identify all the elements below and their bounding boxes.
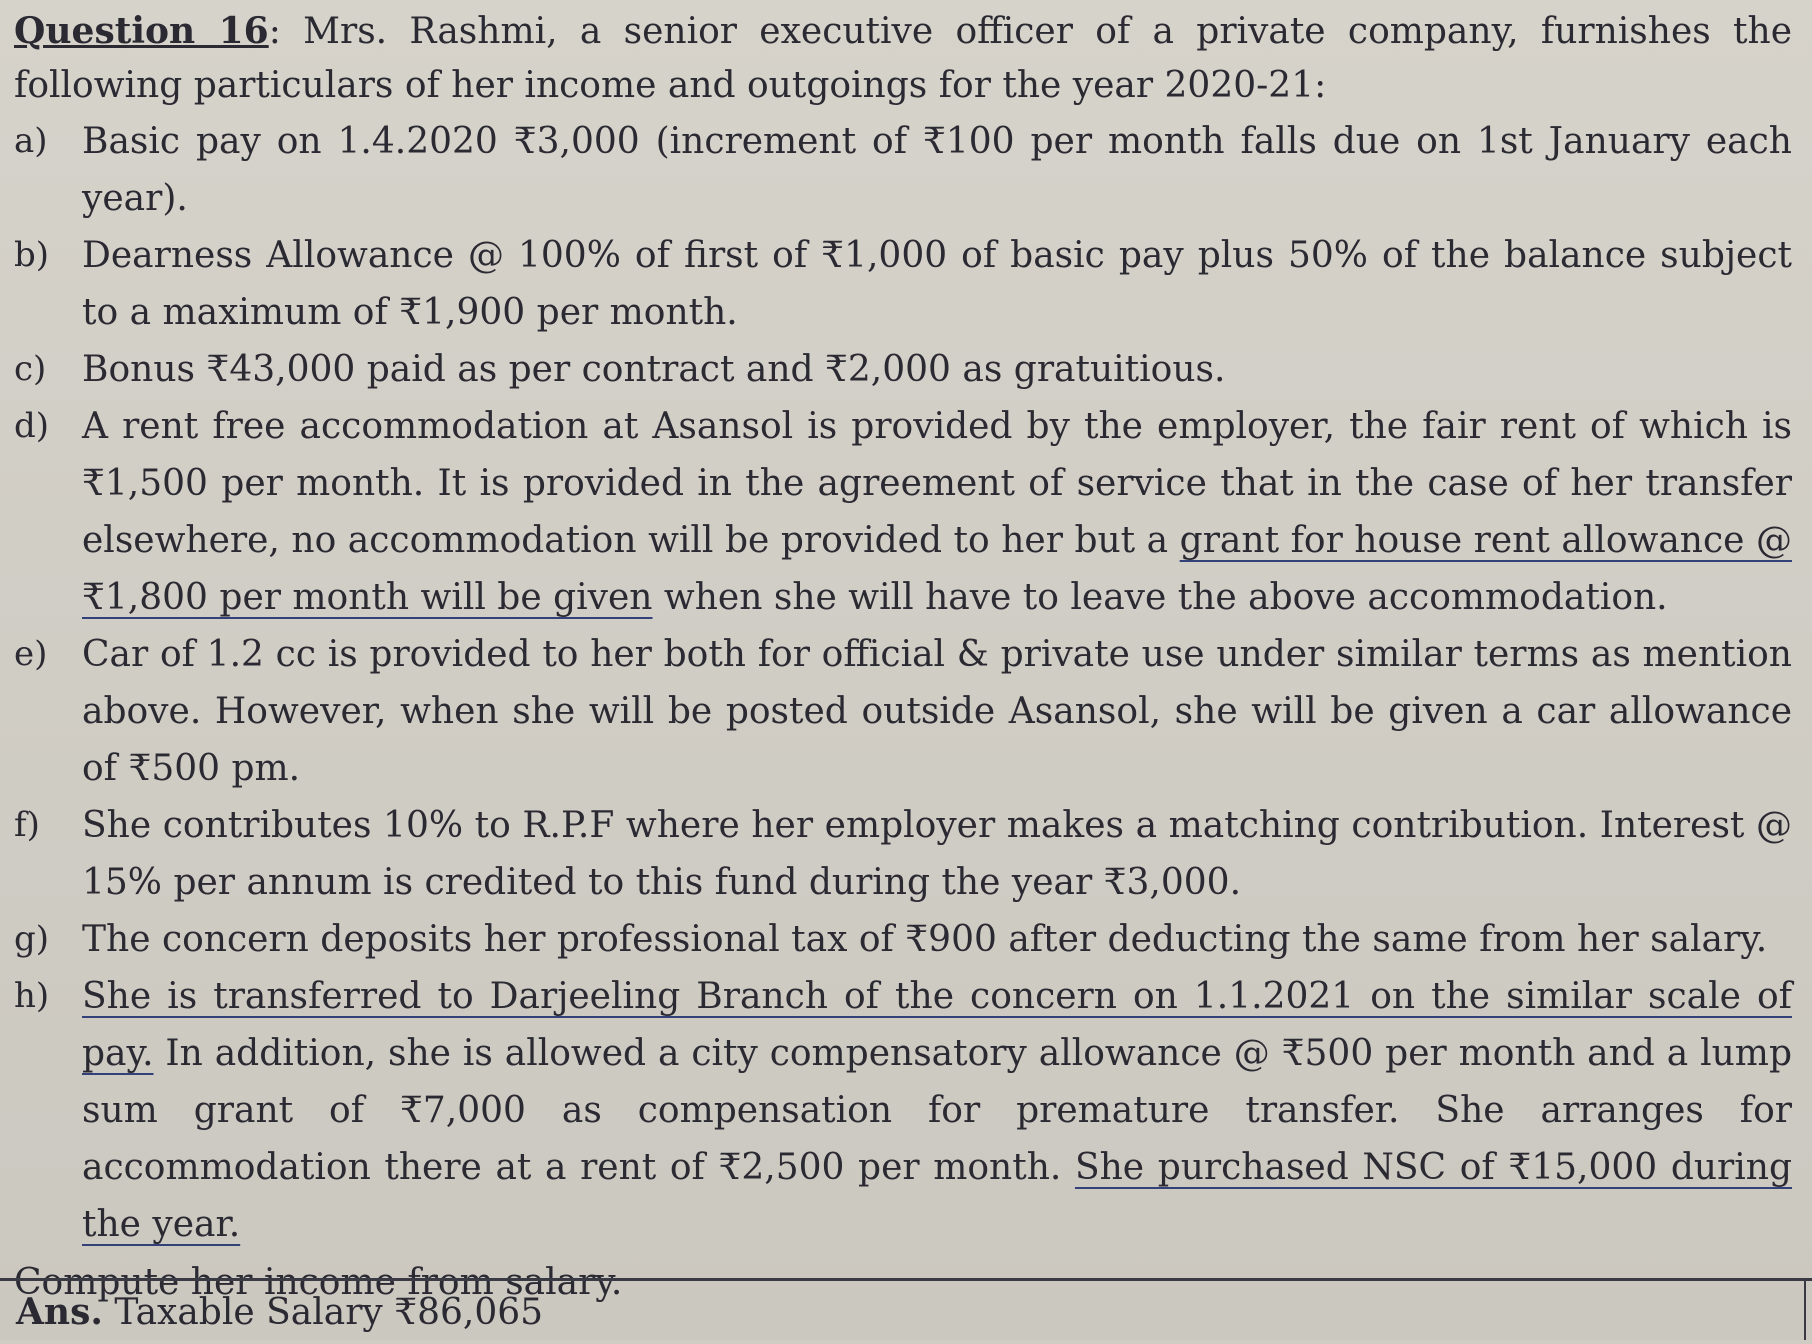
underlined-text: She is transferred to Darjeeling Branch of the concern on 1.1.2021 on the similar scale of pay. <box>82 976 1792 1074</box>
particulars-list <box>14 113 1792 1253</box>
item-label: b) <box>14 235 50 275</box>
answer-divider <box>1804 1278 1806 1340</box>
item-text: The concern deposits her professional tax of ₹900 after deducting the same from her salary. <box>82 919 1768 960</box>
item-text: Bonus ₹43,000 paid as per contract and ₹2,000 as gratuitious. <box>82 349 1226 390</box>
item-text: Car of 1.2 cc is provided to her both for official & private use under similar terms as mention above. However, when she will be posted outside Asansol, she will be given a car allowance of ₹500 pm. <box>82 634 1792 789</box>
item-text: A rent free accommodation at Asansol is provided by the employer, the fair rent of which is ₹1,500 per month. It is provided in the agreement of service that in the case of her transfer elsewhere, no accommodation will be provided to her but a <box>82 406 1792 561</box>
item-text: when she will have to leave the above accommodation. <box>652 577 1668 618</box>
list-item <box>14 398 1792 626</box>
list-item <box>14 968 1792 1253</box>
compute-instruction: Compute her income from salary. <box>14 1262 623 1303</box>
question-intro: : Mrs. Rashmi, a senior executive officer of a private company, furnishes the following particulars of her income and outgoings for the year 2020-21: <box>14 11 1792 106</box>
item-text: She contributes 10% to R.P.F where her employer makes a matching contribution. Interest @ 15% per annum is credited to this fund during the year ₹3,000. <box>82 805 1792 903</box>
item-text: Dearness Allowance @ 100% of first of ₹1,000 of basic pay plus 50% of the balance subject to a maximum of ₹1,900 per month. <box>82 235 1792 333</box>
list-item <box>14 227 1792 341</box>
answer-label: Ans. <box>16 1291 103 1333</box>
item-label: e) <box>14 634 48 674</box>
list-item <box>14 113 1792 227</box>
answer-text: Taxable Salary ₹86,065 <box>114 1292 544 1333</box>
item-label: d) <box>14 406 50 446</box>
item-text: Basic pay on 1.4.2020 ₹3,000 (increment of ₹100 per month falls due on 1st January each year). <box>82 121 1792 219</box>
question-number: Question 16 <box>14 10 269 52</box>
item-label: f) <box>14 805 40 845</box>
item-label: a) <box>14 121 48 161</box>
item-label: h) <box>14 976 50 1016</box>
list-item <box>14 797 1792 911</box>
answer-box <box>0 1278 1812 1344</box>
list-item <box>14 911 1792 968</box>
item-text: In addition, she is allowed a city compensatory allowance @ ₹500 per month and a lump sum grant of ₹7,000 as compensation for premature transfer. She arranges for accommodation there at a rent of ₹2,500 per month. <box>82 1033 1792 1188</box>
underlined-text: She purchased NSC of ₹15,000 during the year. <box>82 1147 1792 1245</box>
list-item <box>14 341 1792 398</box>
item-label: g) <box>14 919 50 959</box>
underlined-text: grant for house rent allowance @ ₹1,800 per month will be given <box>82 520 1792 618</box>
question-heading <box>14 4 1792 113</box>
item-label: c) <box>14 349 47 389</box>
list-item <box>14 626 1792 797</box>
